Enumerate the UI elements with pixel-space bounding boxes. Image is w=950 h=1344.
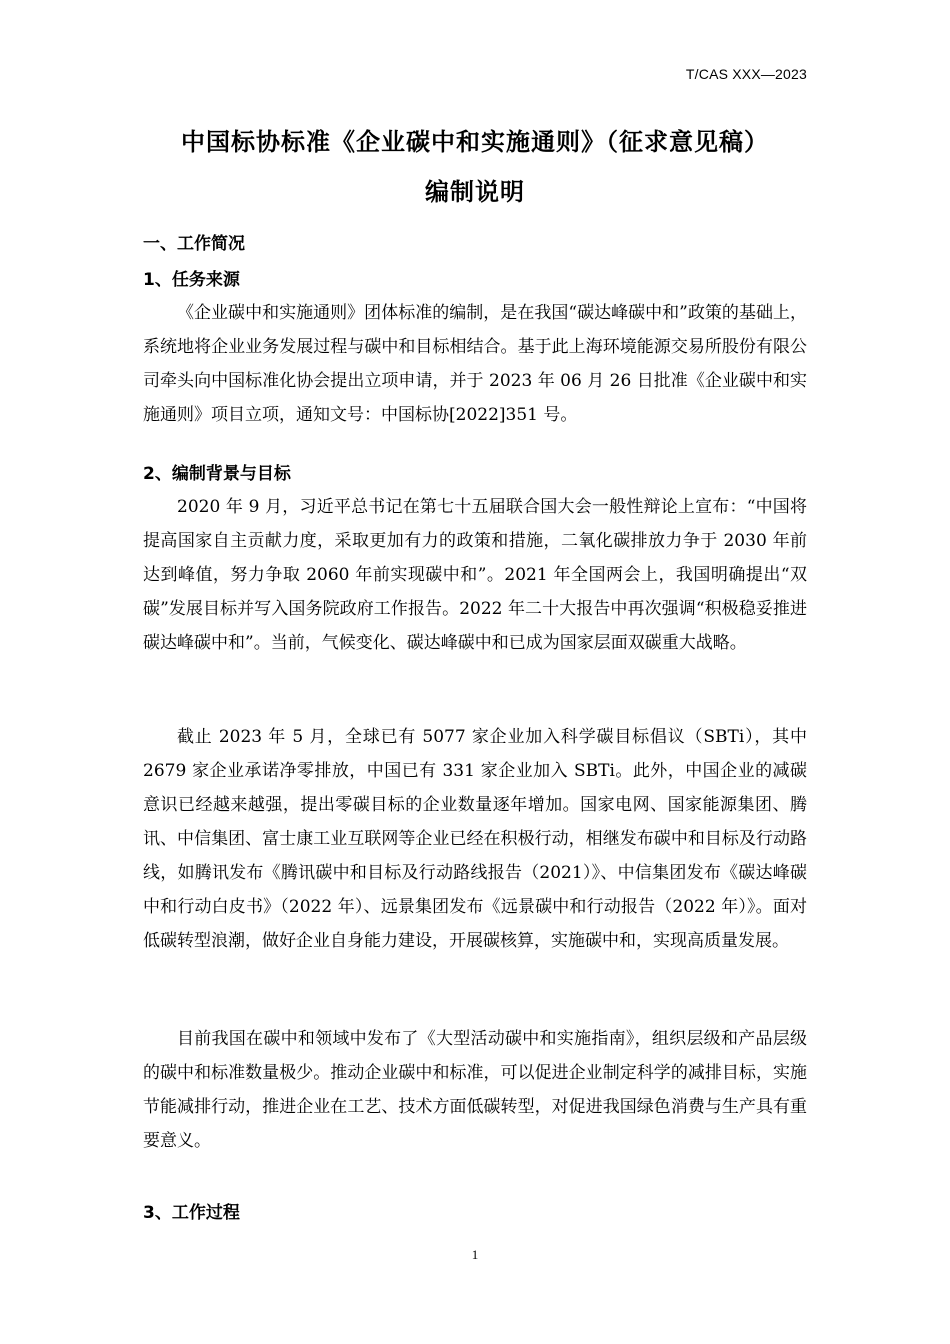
paragraph-background-2: 截止 2023 年 5 月，全球已有 5077 家企业加入科学碳目标倡议（SBTi），其中 2679 家企业承诺净零排放，中国已有 331 家企业加入 SBTi。此外，中国企业的减碳意识已经越来越强，提出零碳目标的企业数量逐年增加。国家电网、国家能源集团、腾讯、中信集团、富士康工业互联网等企业已经在积极行动，相继发布碳中和目标及行动路线，如腾讯发布《腾讯碳中和目标及行动路线报告（2021）》、中信集团发布《碳达峰碳中和行动白皮书》（2022 年）、远景集团发布《远景碳中和行动报告（2022 年）》。面对低碳转型浪潮，做好企业自身能力建设，开展碳核算，实施碳中和，实现高质量发展。 xyxy=(143,727,807,951)
subsection-heading-task-source: 1、任务来源 xyxy=(143,270,240,290)
page-number: 1 xyxy=(471,1247,479,1262)
document-id: T/CAS XXX—2023 xyxy=(685,66,807,82)
document-subtitle: 编制说明 xyxy=(425,178,525,206)
document-title: 中国标协标准《企业碳中和实施通则》（征求意见稿） xyxy=(181,128,769,156)
paragraph-background-3: 目前我国在碳中和领域中发布了《大型活动碳中和实施指南》，组织层级和产品层级的碳中和标准数量极少。推动企业碳中和标准，可以促进企业制定科学的减排目标，实施节能减排行动，推进企业在工艺、技术方面低碳转型，对促进我国绿色消费与生产具有重要意义。 xyxy=(143,1029,807,1151)
subsection-heading-background-goals: 2、编制背景与目标 xyxy=(143,464,291,484)
subsection-heading-work-process: 3、工作过程 xyxy=(143,1203,240,1223)
paragraph-background-1: 2020 年 9 月，习近平总书记在第七十五届联合国大会一般性辩论上宣布：“中国将提高国家自主贡献力度，采取更加有力的政策和措施，二氧化碳排放力争于 2030 年前达到峰值，努力争取 2060 年前实现碳中和”。2021 年全国两会上，我国明确提出“双碳”发展目标并写入国务院政府工作报告。2022 年二十大报告中再次强调“积极稳妥推进碳达峰碳中和”。当前，气候变化、碳达峰碳中和已成为国家层面双碳重大战略。 xyxy=(143,497,807,653)
section-heading-work-overview: 一、工作简况 xyxy=(143,234,245,254)
paragraph-task-source: 《企业碳中和实施通则》团体标准的编制，是在我国“碳达峰碳中和”政策的基础上，系统地将企业业务发展过程与碳中和目标相结合。基于此上海环境能源交易所股份有限公司牵头向中国标准化协会提出立项申请，并于 2023 年 06 月 26 日批准《企业碳中和实施通则》项目立项，通知文号：中国标协[2022]351 号。 xyxy=(143,303,807,425)
